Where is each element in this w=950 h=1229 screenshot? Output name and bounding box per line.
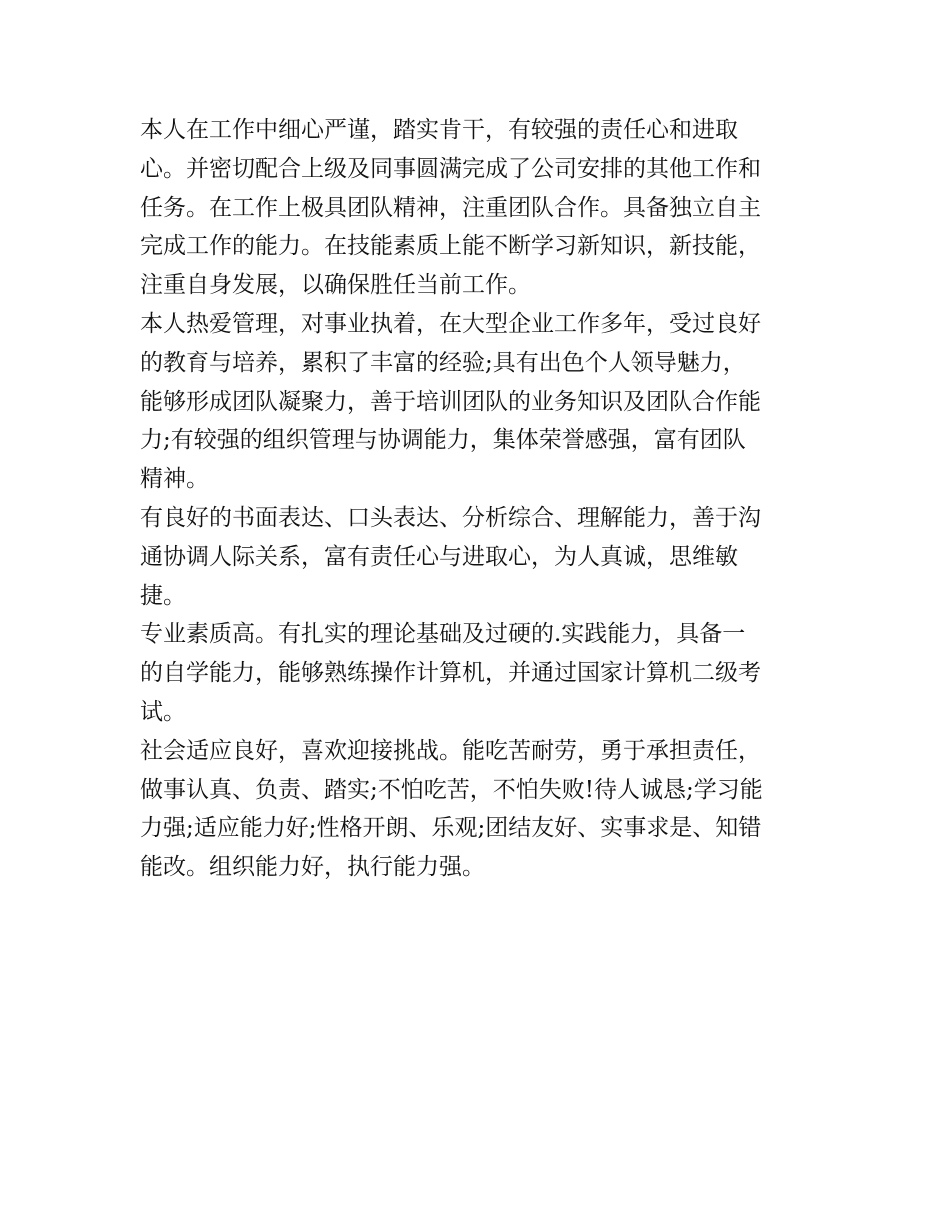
text-line: 试。 xyxy=(140,698,186,725)
text-line: 捷。 xyxy=(140,582,186,609)
text-line: 精神。 xyxy=(140,466,209,493)
text-line: 任务。在工作上极具团队精神，注重团队合作。具备独立自主 xyxy=(140,194,761,221)
paragraph-work-attitude xyxy=(140,111,820,305)
text-line: 专业素质高。有扎实的理论基础及过硬的.实践能力，具备一 xyxy=(140,621,746,648)
text-line: 能够形成团队凝聚力，善于培训团队的业务知识及团队合作能 xyxy=(140,388,761,415)
paragraph-adaptability xyxy=(140,732,820,887)
document-body xyxy=(140,111,820,887)
text-line: 社会适应良好，喜欢迎接挑战。能吃苦耐劳，勇于承担责任， xyxy=(140,737,761,764)
paragraph-communication xyxy=(140,499,820,615)
text-line: 的教育与培养，累积了丰富的经验;具有出色个人领导魅力， xyxy=(140,349,746,376)
text-line: 有良好的书面表达、口头表达、分析综合、理解能力，善于沟 xyxy=(140,504,761,531)
text-line: 力强;适应能力好;性格开朗、乐观;团结友好、实事求是、知错 xyxy=(140,815,762,842)
text-line: 心。并密切配合上级及同事圆满完成了公司安排的其他工作和 xyxy=(140,155,761,182)
text-line: 能改。组织能力好，执行能力强。 xyxy=(140,854,485,881)
text-line: 通协调人际关系，富有责任心与进取心，为人真诚，思维敏 xyxy=(140,543,738,570)
text-line: 力;有较强的组织管理与协调能力，集体荣誉感强，富有团队 xyxy=(140,427,746,454)
paragraph-management xyxy=(140,305,820,499)
text-line: 本人热爱管理，对事业执着，在大型企业工作多年，受过良好 xyxy=(140,310,761,337)
text-line: 注重自身发展，以确保胜任当前工作。 xyxy=(140,272,531,299)
text-line: 的自学能力，能够熟练操作计算机，并通过国家计算机二级考 xyxy=(140,660,761,687)
text-line: 做事认真、负责、踏实;不怕吃苦，不怕失败!待人诚恳;学习能 xyxy=(140,776,763,803)
text-line: 完成工作的能力。在技能素质上能不断学习新知识，新技能， xyxy=(140,233,761,260)
text-line: 本人在工作中细心严谨，踏实肯干，有较强的责任心和进取 xyxy=(140,117,738,143)
paragraph-professional-quality xyxy=(140,615,820,731)
